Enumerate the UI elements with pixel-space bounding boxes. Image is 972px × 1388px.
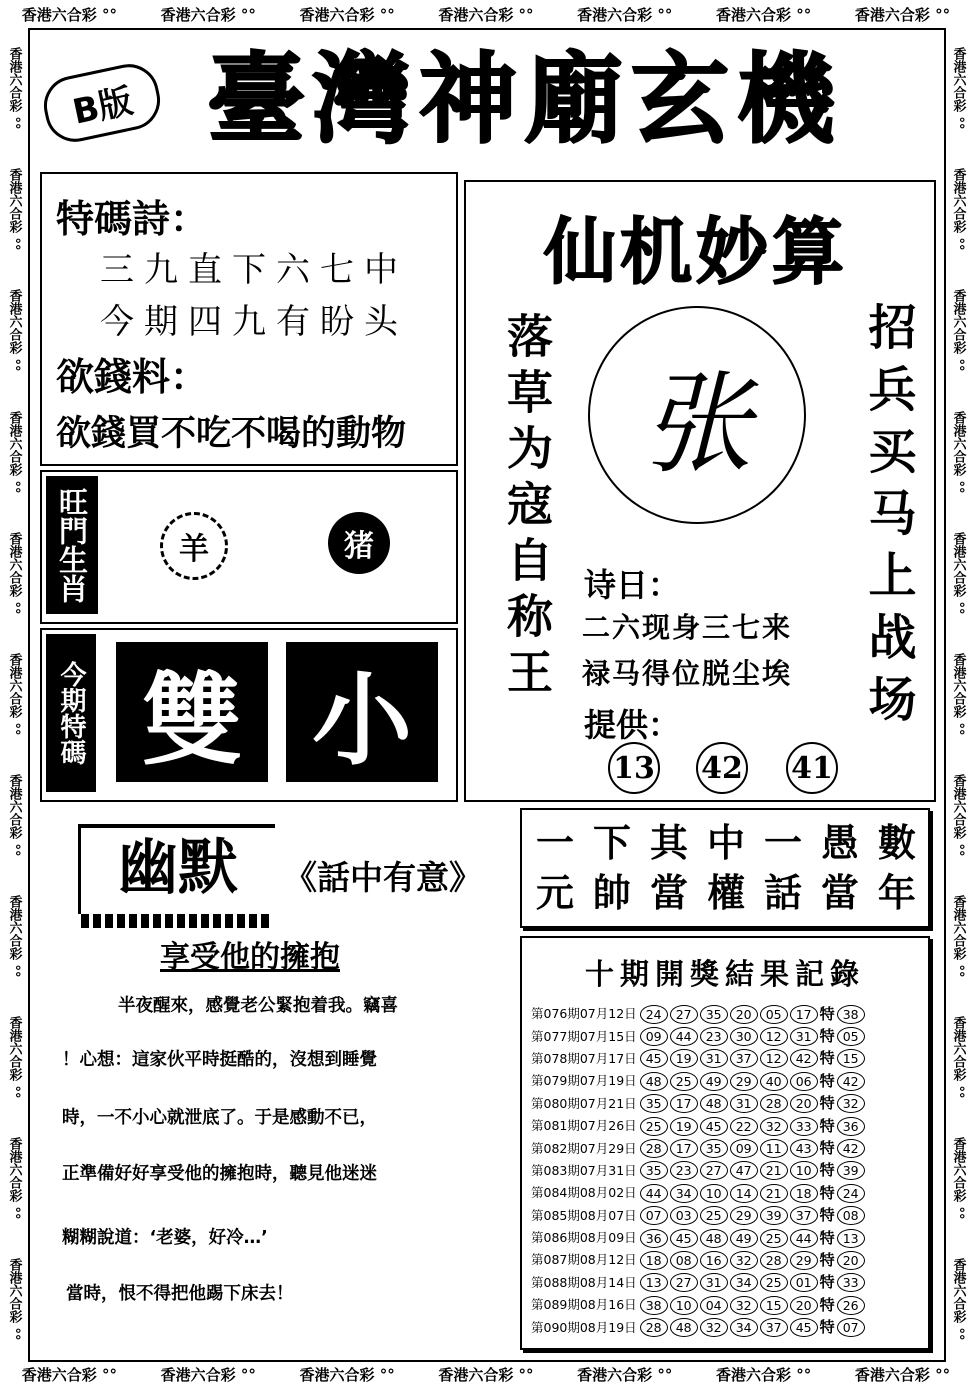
proverb-char: 數: [877, 820, 916, 865]
result-ball: 48: [700, 1094, 728, 1113]
result-ball: 32: [700, 1318, 728, 1337]
result-ball: 07: [640, 1206, 668, 1225]
result-ball: 28: [640, 1318, 668, 1337]
border-text: 香港六合彩 °°: [6, 894, 22, 978]
bottom-border-strip: [0, 1360, 972, 1388]
story-line-2: ！心想：這家伙平時挺酷的，沒想到睡覺: [62, 1050, 377, 1070]
result-numbers: [638, 1136, 867, 1158]
result-ball: 18: [790, 1184, 818, 1203]
result-period: 第083期07月31日: [531, 1162, 637, 1178]
proverb-char: 其: [649, 820, 688, 865]
result-ball: 34: [730, 1273, 758, 1292]
special-ball: 07: [837, 1318, 865, 1337]
proverb-char: 當: [649, 870, 688, 915]
proverb-char: 下: [592, 820, 631, 865]
result-ball: 10: [790, 1161, 818, 1180]
result-period: 第080期07月21日: [531, 1095, 637, 1111]
proverb-char: 當: [820, 870, 859, 915]
poem-line-2: 今期四九有盼头: [100, 302, 408, 342]
fortune-number-3: 41: [786, 742, 838, 794]
result-ball: 01: [790, 1273, 818, 1292]
result-period: 第077期07月15日: [531, 1028, 637, 1044]
proverb-column: [593, 820, 631, 916]
money-text: 欲錢買不吃不喝的動物: [56, 413, 407, 454]
border-text: 香港六合彩 °°: [950, 410, 966, 494]
result-ball: 15: [760, 1296, 788, 1315]
result-ball: 16: [700, 1251, 728, 1270]
border-text: 香港六合彩 °°: [854, 1365, 951, 1384]
result-ball: 23: [670, 1161, 698, 1180]
result-ball: 44: [790, 1229, 818, 1248]
result-ball: 37: [730, 1049, 758, 1068]
result-period: 第081期07月26日: [531, 1118, 637, 1134]
proverb-char: 中: [706, 820, 745, 865]
border-text: 香港六合彩 °°: [6, 1258, 22, 1341]
fortune-title: 仙机妙算: [543, 209, 848, 294]
table-row: [530, 1226, 867, 1248]
table-row: [530, 1047, 867, 1069]
result-numbers: [638, 1159, 867, 1181]
result-numbers: [638, 1069, 867, 1091]
result-ball: 35: [640, 1094, 668, 1113]
right-border-strip: [944, 28, 972, 1360]
proverb-char: 帥: [592, 870, 631, 915]
lucky-zodiac-label: 旺門生肖: [46, 476, 98, 614]
result-ball: 20: [790, 1094, 818, 1113]
result-ball: 25: [760, 1229, 788, 1248]
border-text: 香港六合彩 °°: [160, 1365, 256, 1384]
result-ball: 17: [670, 1139, 698, 1158]
special-code-box: [40, 628, 458, 802]
result-ball: 10: [700, 1184, 728, 1203]
result-numbers: [638, 1047, 867, 1069]
border-text: 香港六合彩 °°: [950, 894, 966, 978]
result-ball: 35: [640, 1161, 668, 1180]
border-text: 香港六合彩 °°: [716, 5, 812, 24]
special-ball: 26: [837, 1296, 865, 1315]
proverb-char: 權: [706, 870, 745, 915]
zodiac-pig-icon: [328, 512, 390, 574]
result-ball: 31: [730, 1094, 758, 1113]
story-line-5: 糊糊說道：‘老婆，好冷…’: [62, 1228, 268, 1248]
fortune-provide-label: 提供：: [584, 706, 681, 744]
result-ball: 08: [670, 1251, 698, 1270]
result-ball: 47: [730, 1161, 758, 1180]
border-text: 香港六合彩 °°: [21, 5, 118, 24]
special-label: 特: [819, 1161, 835, 1180]
fortune-seal: [588, 306, 806, 524]
proverb-column: [650, 820, 688, 916]
result-ball: 45: [670, 1229, 698, 1248]
result-ball: 20: [730, 1005, 758, 1024]
border-text: 香港六合彩 °°: [950, 168, 966, 251]
border-text: 香港六合彩 °°: [21, 1365, 118, 1384]
result-numbers: [638, 1293, 867, 1315]
results-title: 十期開獎結果記錄: [584, 957, 865, 991]
story-line-4: 正準備好好享受他的擁抱時，聽見他迷迷: [62, 1164, 377, 1184]
result-ball: 35: [700, 1005, 728, 1024]
special-label: 特: [819, 1071, 835, 1090]
result-ball: 38: [640, 1296, 668, 1315]
result-ball: 32: [730, 1296, 758, 1315]
result-ball: 19: [670, 1049, 698, 1068]
result-ball: 20: [790, 1296, 818, 1315]
table-row: [530, 1204, 867, 1226]
result-ball: 32: [730, 1251, 758, 1270]
result-ball: 49: [730, 1229, 758, 1248]
border-text: 香港六合彩 °°: [854, 5, 951, 24]
result-period: 第076期07月12日: [531, 1006, 637, 1022]
special-ball: 36: [837, 1117, 865, 1136]
humor-box: [40, 806, 508, 1358]
result-ball: 40: [760, 1072, 788, 1091]
special-code-label: 今期特碼: [46, 634, 96, 792]
result-ball: 25: [760, 1273, 788, 1292]
result-ball: 25: [700, 1206, 728, 1225]
special-label: 特: [819, 1004, 835, 1023]
border-text: 香港六合彩 °°: [950, 1258, 966, 1341]
zodiac-goat-label: 羊: [179, 532, 209, 567]
result-ball: 29: [730, 1072, 758, 1091]
result-ball: 43: [790, 1139, 818, 1158]
result-ball: 18: [640, 1251, 668, 1270]
result-numbers: [638, 1204, 867, 1226]
special-ball: 15: [837, 1049, 865, 1068]
result-ball: 09: [640, 1027, 668, 1046]
border-text: 香港六合彩 °°: [950, 773, 966, 857]
special-ball: 24: [837, 1184, 865, 1203]
result-ball: 12: [760, 1049, 788, 1068]
special-label: 特: [819, 1049, 835, 1068]
special-ball: 42: [837, 1072, 865, 1091]
result-numbers: [638, 1024, 867, 1046]
result-period: 第085期08月07日: [531, 1207, 637, 1223]
fortune-number-2: 42: [696, 742, 748, 794]
border-text: 香港六合彩 °°: [438, 5, 534, 24]
lucky-zodiac-box: [40, 470, 458, 624]
humor-subtitle: 《話中有意》: [284, 858, 482, 897]
result-ball: 27: [670, 1005, 698, 1024]
border-text: 香港六合彩 °°: [577, 5, 673, 24]
edition-label: B版: [69, 80, 137, 133]
table-row: [530, 1069, 867, 1091]
proverb-char: 一: [536, 820, 575, 865]
poem-box: [40, 172, 458, 466]
proverb-column: [536, 820, 574, 916]
poem-line-1: 三九直下六七中: [100, 250, 408, 290]
result-ball: 45: [790, 1318, 818, 1337]
border-text: 香港六合彩 °°: [160, 5, 256, 24]
border-text: 香港六合彩 °°: [716, 1365, 812, 1384]
result-ball: 03: [670, 1206, 698, 1225]
result-numbers: [638, 1271, 867, 1293]
result-ball: 24: [640, 1005, 668, 1024]
border-text: 香港六合彩 °°: [6, 168, 22, 251]
result-ball: 33: [790, 1117, 818, 1136]
border-text: 香港六合彩 °°: [950, 1136, 966, 1220]
table-row: [530, 1024, 867, 1046]
result-ball: 44: [640, 1184, 668, 1203]
special-label: 特: [819, 1228, 835, 1247]
result-ball: 19: [670, 1117, 698, 1136]
result-numbers: [638, 1092, 867, 1114]
wave-divider: [81, 914, 271, 928]
result-ball: 36: [640, 1229, 668, 1248]
result-numbers: [638, 1002, 867, 1024]
result-ball: 17: [790, 1005, 818, 1024]
zodiac-pig-label: 猪: [344, 529, 374, 564]
money-label: 欲錢料：: [56, 354, 209, 399]
special-label: 特: [819, 1273, 835, 1292]
result-ball: 29: [730, 1206, 758, 1225]
result-period: 第086期08月09日: [531, 1230, 637, 1246]
proverb-char: 話: [763, 870, 802, 915]
proverb-char: 一: [763, 820, 802, 865]
result-ball: 39: [760, 1206, 788, 1225]
result-numbers: [638, 1114, 867, 1136]
result-ball: 22: [730, 1117, 758, 1136]
special-label: 特: [819, 1206, 835, 1225]
result-ball: 48: [700, 1229, 728, 1248]
border-text: 香港六合彩 °°: [950, 289, 966, 372]
humor-title-text: 幽默: [118, 833, 238, 903]
proverbs-box: [520, 808, 930, 928]
result-ball: 21: [760, 1161, 788, 1180]
top-border-strip: [0, 0, 972, 28]
fortune-poem-label: 诗日：: [584, 566, 681, 604]
story-line-6: 當時，恨不得把他踢下床去！: [66, 1284, 294, 1304]
table-row: [530, 1271, 867, 1293]
result-ball: 29: [790, 1251, 818, 1270]
result-ball: 32: [760, 1117, 788, 1136]
border-text: 香港六合彩 °°: [577, 1365, 673, 1384]
table-row: [530, 1092, 867, 1114]
table-row: [530, 1114, 867, 1136]
fortune-seal-text: 张: [642, 360, 752, 488]
story-line-1: 半夜醒來，感覺老公緊抱着我。竊喜: [118, 996, 398, 1016]
fortune-poem-line-2: 禄马得位脱尘埃: [582, 657, 793, 690]
special-label: 特: [819, 1116, 835, 1135]
table-row: [530, 1159, 867, 1181]
result-ball: 27: [670, 1273, 698, 1292]
result-ball: 17: [670, 1094, 698, 1113]
table-row: [530, 1136, 867, 1158]
result-ball: 42: [790, 1049, 818, 1068]
special-label: 特: [819, 1027, 835, 1046]
border-text: 香港六合彩 °°: [6, 1015, 22, 1099]
border-text: 香港六合彩 °°: [6, 531, 22, 615]
result-ball: 13: [640, 1273, 668, 1292]
table-row: [530, 1002, 867, 1024]
result-ball: 25: [670, 1072, 698, 1091]
result-numbers: [638, 1248, 867, 1270]
result-ball: 31: [790, 1027, 818, 1046]
story-title: 享受他的擁抱: [160, 940, 340, 975]
result-ball: 30: [730, 1027, 758, 1046]
result-ball: 10: [670, 1296, 698, 1315]
special-label: 特: [819, 1318, 835, 1337]
story-line-3: 時，一不小心就泄底了。于是感動不已，: [62, 1108, 377, 1128]
fortune-right-vertical: 招兵买马上战场: [860, 302, 916, 736]
proverb-column: [821, 820, 859, 916]
proverb-char: 年: [877, 870, 916, 915]
result-ball: 45: [640, 1049, 668, 1068]
border-text: 香港六合彩 °°: [6, 47, 22, 130]
border-text: 香港六合彩 °°: [6, 773, 22, 857]
result-ball: 27: [700, 1161, 728, 1180]
result-period: 第079期07月19日: [531, 1073, 637, 1089]
result-ball: 35: [700, 1139, 728, 1158]
result-ball: 37: [760, 1318, 788, 1337]
border-text: 香港六合彩 °°: [950, 531, 966, 615]
result-ball: 05: [760, 1005, 788, 1024]
proverb-column: [707, 820, 745, 916]
result-numbers: [638, 1315, 867, 1337]
special-value-1: 雙: [116, 642, 268, 782]
border-text: 香港六合彩 °°: [6, 410, 22, 494]
result-period: 第090期08月19日: [531, 1319, 637, 1335]
border-text: 香港六合彩 °°: [299, 1365, 395, 1384]
result-numbers: [638, 1226, 867, 1248]
result-ball: 48: [640, 1072, 668, 1091]
special-ball: 33: [837, 1273, 865, 1292]
table-row: [530, 1248, 867, 1270]
fortune-poem-line-1: 二六现身三七来: [582, 611, 793, 644]
result-ball: 14: [730, 1184, 758, 1203]
special-ball: 38: [837, 1005, 865, 1024]
special-label: 特: [819, 1139, 835, 1158]
fortune-left-vertical: 落草为寇自称王: [500, 312, 554, 704]
result-period: 第084期08月02日: [531, 1185, 637, 1201]
result-period: 第089期08月16日: [531, 1297, 637, 1313]
result-ball: 31: [700, 1049, 728, 1068]
result-ball: 28: [760, 1094, 788, 1113]
result-ball: 45: [700, 1117, 728, 1136]
zodiac-goat-icon: [160, 512, 228, 580]
result-ball: 28: [640, 1139, 668, 1158]
humor-title: [78, 824, 275, 914]
special-label: 特: [819, 1250, 835, 1269]
result-period: 第082期07月29日: [531, 1140, 637, 1156]
special-value-2: 小: [286, 642, 438, 782]
result-ball: 34: [730, 1318, 758, 1337]
result-period: 第088期08月14日: [531, 1274, 637, 1290]
special-ball: 08: [837, 1206, 865, 1225]
border-text: 香港六合彩 °°: [950, 1015, 966, 1099]
result-ball: 49: [700, 1072, 728, 1091]
border-text: 香港六合彩 °°: [6, 1136, 22, 1220]
left-border-strip: [0, 28, 28, 1360]
proverb-char: 愚: [820, 820, 859, 865]
special-ball: 39: [837, 1161, 865, 1180]
result-period: 第087期08月12日: [531, 1252, 637, 1268]
result-ball: 11: [760, 1139, 788, 1158]
result-ball: 25: [640, 1117, 668, 1136]
poem-label: 特碼詩：: [56, 196, 209, 241]
fortune-box: [464, 180, 936, 802]
result-ball: 28: [760, 1251, 788, 1270]
page-title: 臺灣神廟玄機: [206, 42, 843, 157]
results-table: [530, 1002, 867, 1338]
special-label: 特: [819, 1094, 835, 1113]
special-ball: 42: [837, 1139, 865, 1158]
result-ball: 23: [700, 1027, 728, 1046]
result-ball: 04: [700, 1296, 728, 1315]
special-label: 特: [819, 1183, 835, 1202]
result-ball: 21: [760, 1184, 788, 1203]
proverb-char: 元: [536, 870, 575, 915]
result-ball: 48: [670, 1318, 698, 1337]
result-ball: 44: [670, 1027, 698, 1046]
proverb-column: [878, 820, 916, 916]
result-period: 第078期07月17日: [531, 1050, 637, 1066]
result-ball: 06: [790, 1072, 818, 1091]
border-text: 香港六合彩 °°: [950, 652, 966, 736]
proverb-column: [764, 820, 802, 916]
proverbs-columns: [536, 820, 916, 916]
result-ball: 09: [730, 1139, 758, 1158]
border-text: 香港六合彩 °°: [299, 5, 395, 24]
special-ball: 05: [837, 1027, 865, 1046]
table-row: [530, 1293, 867, 1315]
result-ball: 37: [790, 1206, 818, 1225]
border-text: 香港六合彩 °°: [6, 289, 22, 372]
special-ball: 20: [837, 1251, 865, 1270]
table-row: [530, 1315, 867, 1337]
special-ball: 13: [837, 1229, 865, 1248]
border-text: 香港六合彩 °°: [438, 1365, 534, 1384]
border-text: 香港六合彩 °°: [6, 652, 22, 736]
fortune-number-1: 13: [608, 742, 660, 794]
result-numbers: [638, 1181, 867, 1203]
result-ball: 12: [760, 1027, 788, 1046]
table-row: [530, 1181, 867, 1203]
result-ball: 31: [700, 1273, 728, 1292]
special-ball: 32: [837, 1094, 865, 1113]
border-text: 香港六合彩 °°: [950, 47, 966, 130]
special-label: 特: [819, 1295, 835, 1314]
result-ball: 34: [670, 1184, 698, 1203]
results-box: [520, 936, 930, 1350]
